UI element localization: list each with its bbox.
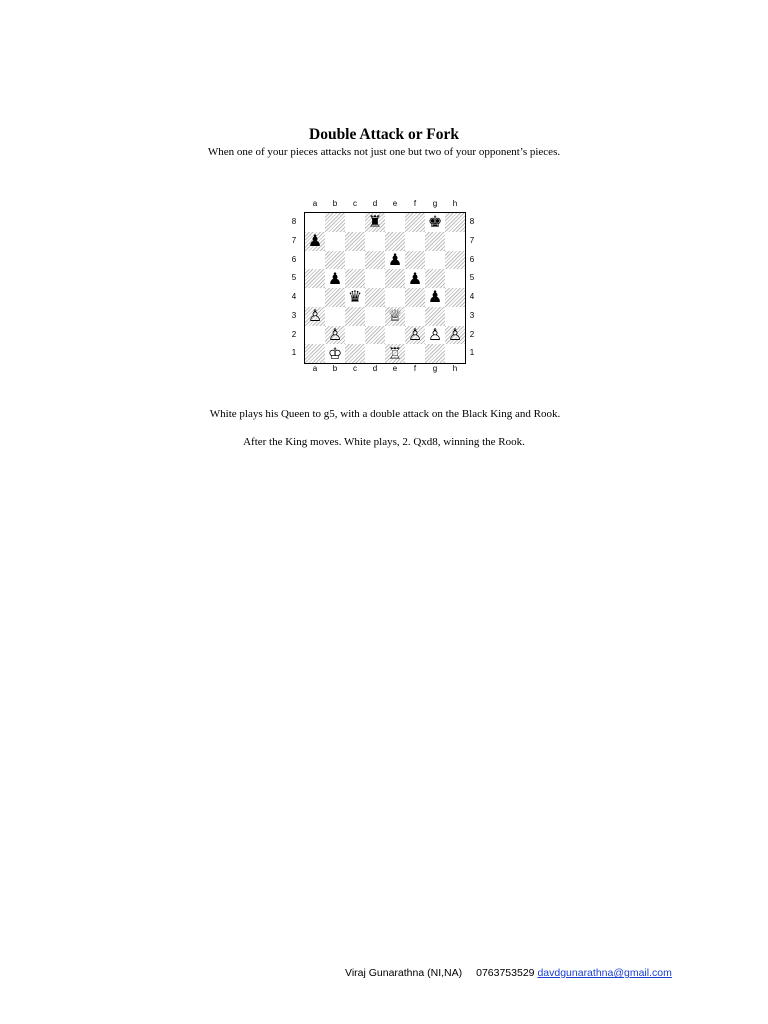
square-h8: [445, 213, 465, 232]
file-label: e: [392, 364, 398, 373]
square-h1: [445, 344, 465, 363]
square-c5: [345, 269, 365, 288]
white-rook-icon: ♖: [387, 343, 403, 363]
white-pawn-icon: ♙: [427, 324, 443, 344]
chess-board: [304, 212, 466, 364]
square-a7: [305, 232, 325, 251]
square-h5: [445, 269, 465, 288]
square-a4: [305, 288, 325, 307]
rank-label: 1: [469, 348, 475, 358]
footer-author: Viraj Gunarathna (NI,NA): [345, 967, 463, 979]
chess-diagram: [280, 198, 480, 378]
square-e5: [385, 269, 405, 288]
black-pawn-icon: ♟: [427, 287, 443, 307]
square-a1: [305, 344, 325, 363]
black-king-icon: ♚: [427, 212, 443, 232]
square-d7: [365, 232, 385, 251]
caption-followup: After the King moves. White plays, 2. Qxd8, winning the Rook.: [243, 436, 525, 448]
square-a8: [305, 213, 325, 232]
rank-label: 2: [469, 329, 475, 339]
rank-label: 8: [291, 217, 297, 226]
square-c3: [345, 307, 365, 326]
square-b7: [325, 232, 345, 251]
white-pawn-icon: ♙: [447, 324, 463, 344]
square-b2: [325, 326, 345, 345]
square-g7: [425, 232, 445, 251]
square-d3: [365, 307, 385, 326]
square-e4: [385, 288, 405, 307]
square-f3: [405, 307, 425, 326]
square-g6: [425, 251, 445, 270]
white-pawn-icon: ♙: [307, 306, 323, 326]
square-f2: [405, 326, 425, 345]
rank-label: 6: [291, 254, 297, 264]
square-e1: [385, 344, 405, 363]
rank-labels-left: [287, 213, 301, 363]
square-g8: [425, 213, 445, 232]
square-f5: [405, 269, 425, 288]
square-g3: [425, 307, 445, 326]
black-pawn-icon: ♟: [387, 249, 403, 269]
square-h3: [445, 307, 465, 326]
white-pawn-icon: ♙: [327, 324, 343, 344]
file-labels-bottom: [305, 363, 465, 375]
square-c7: [345, 232, 365, 251]
square-d1: [365, 344, 385, 363]
page-footer: [345, 967, 672, 979]
square-c2: [345, 326, 365, 345]
file-labels-top: [305, 198, 465, 210]
square-b5: [325, 269, 345, 288]
rank-label: 1: [291, 348, 297, 358]
square-c8: [345, 213, 365, 232]
square-f1: [405, 344, 425, 363]
black-pawn-icon: ♟: [307, 231, 323, 251]
square-b8: [325, 213, 345, 232]
square-b1: [325, 344, 345, 363]
rank-label: 4: [291, 292, 297, 301]
square-e3: [385, 307, 405, 326]
file-label: d: [372, 364, 378, 373]
square-c1: [345, 344, 365, 363]
footer-phone: 0763753529: [476, 967, 535, 979]
footer-email-link[interactable]: davdgunarathna@gmail.com: [537, 967, 672, 979]
square-g1: [425, 344, 445, 363]
rank-label: 8: [469, 217, 475, 226]
black-rook-icon: ♜: [367, 212, 383, 232]
square-h6: [445, 251, 465, 270]
square-c4: [345, 288, 365, 307]
rank-label: 7: [469, 235, 475, 245]
square-c6: [345, 251, 365, 270]
file-label: f: [413, 364, 417, 373]
rank-label: 3: [291, 310, 297, 320]
square-g5: [425, 269, 445, 288]
square-a6: [305, 251, 325, 270]
file-label: c: [353, 199, 357, 208]
square-d4: [365, 288, 385, 307]
file-label: g: [432, 199, 438, 208]
white-king-icon: ♔: [327, 343, 343, 363]
square-f8: [405, 213, 425, 232]
square-a2: [305, 326, 325, 345]
square-e6: [385, 251, 405, 270]
square-d6: [365, 251, 385, 270]
square-h4: [445, 288, 465, 307]
square-a5: [305, 269, 325, 288]
square-e8: [385, 213, 405, 232]
rank-label: 3: [469, 310, 475, 320]
square-g2: [425, 326, 445, 345]
square-h2: [445, 326, 465, 345]
file-label: c: [353, 364, 357, 373]
file-label: a: [312, 364, 318, 373]
rank-label: 4: [469, 292, 475, 301]
rank-labels-right: [465, 213, 479, 363]
file-label: h: [452, 199, 458, 208]
file-label: b: [332, 364, 338, 373]
square-f7: [405, 232, 425, 251]
file-label: b: [332, 199, 338, 208]
caption-queen-move: White plays his Queen to g5, with a double attack on the Black King and Rook.: [209, 408, 561, 420]
page-title: Double Attack or Fork: [309, 126, 459, 143]
rank-label: 7: [291, 235, 297, 245]
square-b4: [325, 288, 345, 307]
black-queen-icon: ♛: [347, 287, 363, 307]
file-label: f: [413, 199, 417, 208]
file-label: d: [372, 199, 378, 208]
square-h7: [445, 232, 465, 251]
square-a3: [305, 307, 325, 326]
rank-label: 6: [469, 254, 475, 264]
square-d5: [365, 269, 385, 288]
square-e2: [385, 326, 405, 345]
file-label: e: [392, 199, 398, 208]
square-f6: [405, 251, 425, 270]
white-queen-icon: ♕: [387, 306, 403, 326]
square-e7: [385, 232, 405, 251]
square-d2: [365, 326, 385, 345]
file-label: h: [452, 364, 458, 373]
page-subtitle: When one of your pieces attacks not just one but two of your opponent’s pieces.: [207, 146, 561, 158]
white-pawn-icon: ♙: [407, 324, 423, 344]
rank-label: 5: [291, 273, 297, 283]
square-g4: [425, 288, 445, 307]
square-b6: [325, 251, 345, 270]
rank-label: 5: [469, 273, 475, 283]
file-label: a: [312, 199, 318, 208]
square-d8: [365, 213, 385, 232]
black-pawn-icon: ♟: [327, 268, 343, 288]
square-b3: [325, 307, 345, 326]
rank-label: 2: [291, 329, 297, 339]
file-label: g: [432, 364, 438, 373]
square-f4: [405, 288, 425, 307]
black-pawn-icon: ♟: [407, 268, 423, 288]
